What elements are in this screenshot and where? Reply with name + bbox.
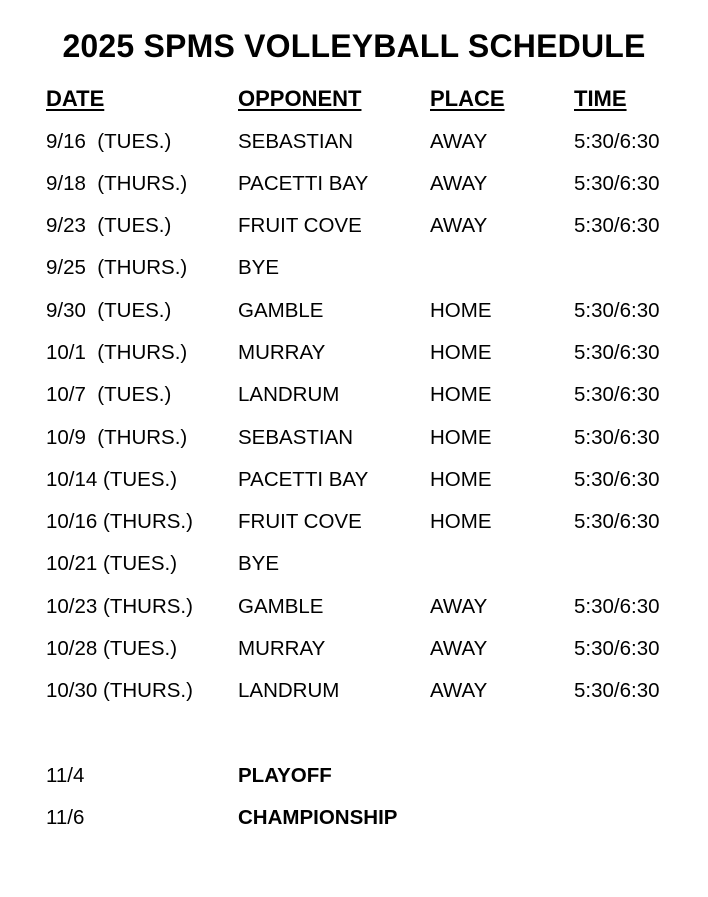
- row-time: 5:30/6:30: [574, 426, 660, 449]
- schedule-row: [0, 172, 708, 202]
- row-opponent: FRUIT COVE: [238, 214, 362, 237]
- row-place: HOME: [430, 468, 492, 491]
- row-place: HOME: [430, 510, 492, 533]
- row-time: 5:30/6:30: [574, 468, 660, 491]
- row-opponent: SEBASTIAN: [238, 130, 354, 153]
- row-opponent: BYE: [238, 256, 280, 279]
- row-date: 10/23 (THURS.): [46, 595, 193, 618]
- row-time: 5:30/6:30: [574, 341, 660, 364]
- schedule-row: [0, 426, 708, 456]
- row-place: AWAY: [430, 130, 488, 153]
- row-date: 10/1 (THURS.): [46, 341, 188, 364]
- schedule-row: [0, 341, 708, 371]
- schedule-row: [0, 679, 708, 709]
- row-opponent: LANDRUM: [238, 679, 340, 702]
- row-date: 9/30 (TUES.): [46, 299, 172, 322]
- row-date: 9/23 (TUES.): [46, 214, 172, 237]
- row-time: 5:30/6:30: [574, 679, 660, 702]
- row-date: 10/28 (TUES.): [46, 637, 178, 660]
- row-date: 10/21 (TUES.): [46, 552, 178, 575]
- postseason-date: 11/6: [46, 806, 85, 829]
- schedule-row: [0, 595, 708, 625]
- schedule-row: [0, 468, 708, 498]
- row-date: 10/9 (THURS.): [46, 426, 188, 449]
- row-opponent: PACETTI BAY: [238, 172, 369, 195]
- postseason-row: [0, 806, 708, 836]
- row-opponent: MURRAY: [238, 637, 326, 660]
- row-opponent: GAMBLE: [238, 299, 324, 322]
- row-place: HOME: [430, 383, 492, 406]
- row-opponent: LANDRUM: [238, 383, 340, 406]
- row-date: 10/16 (THURS.): [46, 510, 193, 533]
- schedule-row: [0, 552, 708, 582]
- row-opponent: SEBASTIAN: [238, 426, 354, 449]
- page-title: 2025 SPMS VOLLEYBALL SCHEDULE: [62, 28, 646, 64]
- row-opponent: MURRAY: [238, 341, 326, 364]
- header-place: PLACE: [430, 86, 505, 111]
- row-time: 5:30/6:30: [574, 510, 660, 533]
- row-place: HOME: [430, 426, 492, 449]
- row-time: 5:30/6:30: [574, 299, 660, 322]
- row-opponent: BYE: [238, 552, 280, 575]
- row-time: 5:30/6:30: [574, 383, 660, 406]
- schedule-row: [0, 510, 708, 540]
- schedule-row: [0, 383, 708, 413]
- row-place: HOME: [430, 299, 492, 322]
- postseason-date: 11/4: [46, 764, 85, 787]
- row-opponent: FRUIT COVE: [238, 510, 362, 533]
- postseason-event: CHAMPIONSHIP: [238, 806, 398, 829]
- row-place: AWAY: [430, 214, 488, 237]
- schedule-row: [0, 299, 708, 329]
- row-date: 9/18 (THURS.): [46, 172, 188, 195]
- header-opponent: OPPONENT: [238, 86, 362, 111]
- header-time: TIME: [574, 86, 627, 111]
- row-place: HOME: [430, 341, 492, 364]
- schedule-row: [0, 130, 708, 160]
- row-place: AWAY: [430, 679, 488, 702]
- schedule-row: [0, 637, 708, 667]
- row-place: AWAY: [430, 637, 488, 660]
- row-date: 10/30 (THURS.): [46, 679, 193, 702]
- row-date: 10/7 (TUES.): [46, 383, 172, 406]
- schedule-row: [0, 214, 708, 244]
- row-opponent: PACETTI BAY: [238, 468, 369, 491]
- row-place: AWAY: [430, 172, 488, 195]
- row-date: 9/25 (THURS.): [46, 256, 188, 279]
- row-time: 5:30/6:30: [574, 172, 660, 195]
- row-time: 5:30/6:30: [574, 595, 660, 618]
- postseason-event: PLAYOFF: [238, 764, 332, 787]
- row-opponent: GAMBLE: [238, 595, 324, 618]
- header-date: DATE: [46, 86, 105, 111]
- row-time: 5:30/6:30: [574, 214, 660, 237]
- postseason-row: [0, 764, 708, 794]
- row-time: 5:30/6:30: [574, 130, 660, 153]
- row-place: AWAY: [430, 595, 488, 618]
- schedule-row: [0, 256, 708, 286]
- row-date: 10/14 (TUES.): [46, 468, 178, 491]
- row-time: 5:30/6:30: [574, 637, 660, 660]
- row-date: 9/16 (TUES.): [46, 130, 172, 153]
